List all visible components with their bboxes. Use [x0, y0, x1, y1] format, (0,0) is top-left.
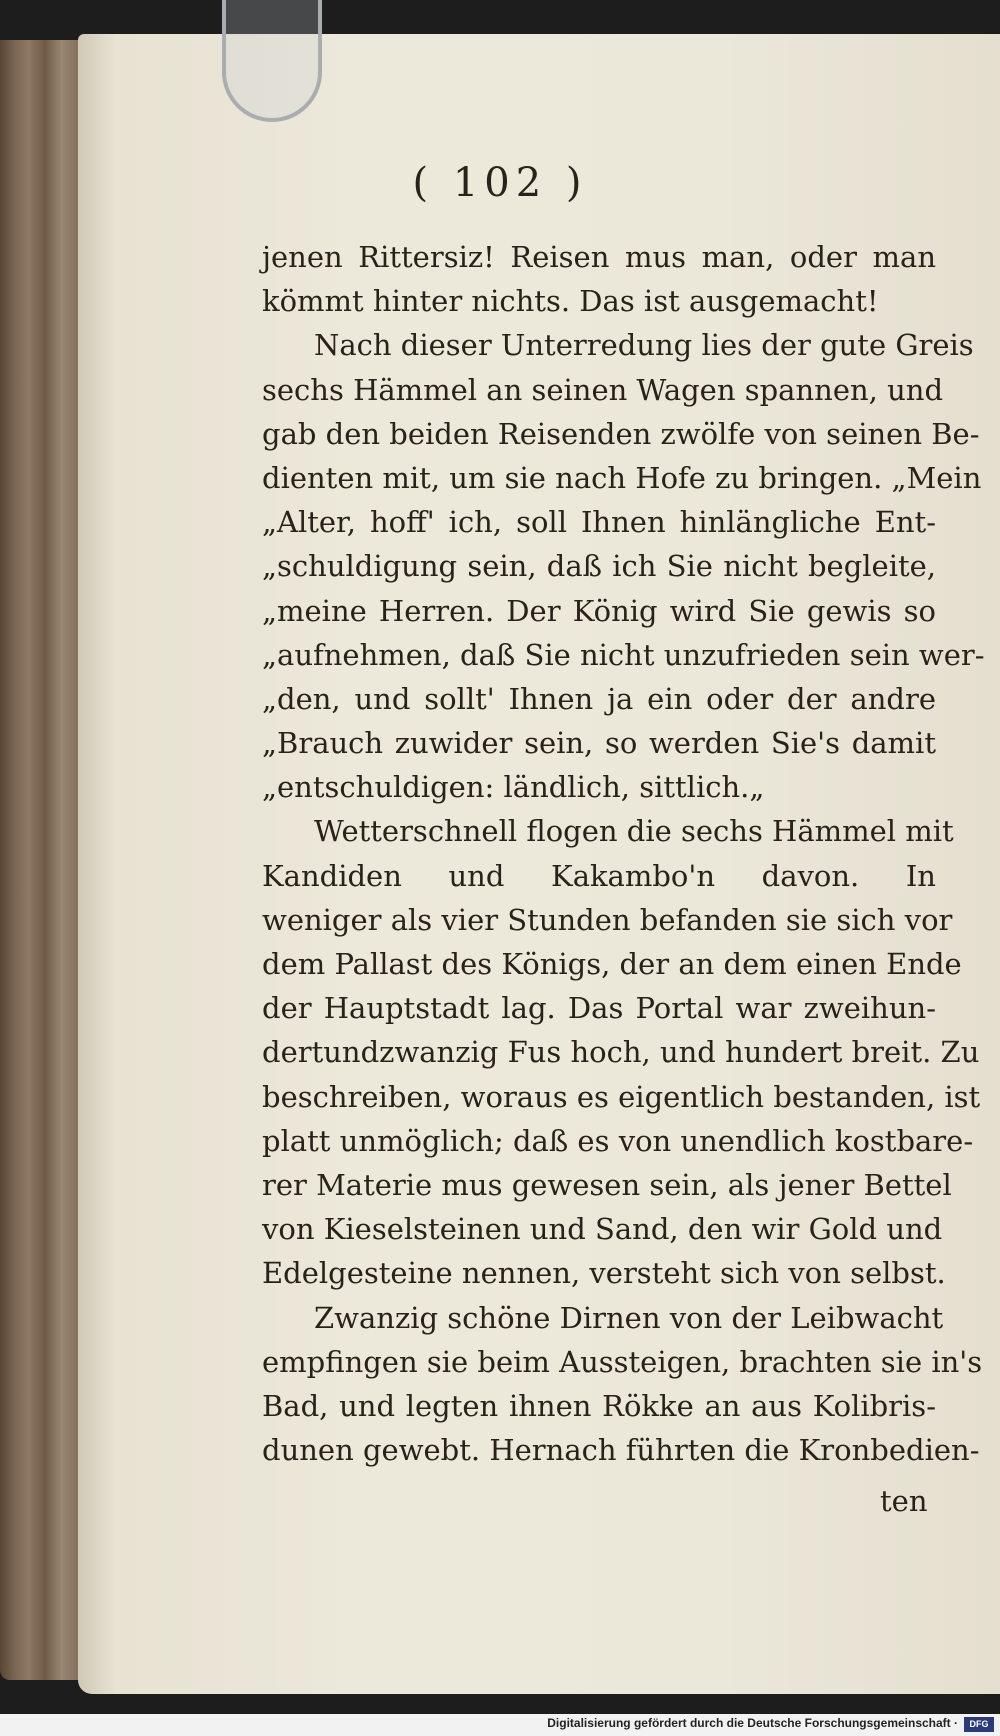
footer-bar [0, 1714, 1000, 1736]
text-line: „meine Herren. Der König wird Sie gewis so [262, 593, 936, 628]
text-line: Nach dieser Unterredung lies der gute Greis [314, 328, 974, 363]
footer-credit: Digitalisierung gefördert durch die Deutsche Forschungsgemeinschaft · [547, 1716, 958, 1730]
text-line: gab den beiden Reisenden zwölfe von seinen Be- [262, 416, 980, 451]
text-line: platt unmöglich; daß es von unendlich kostbare- [262, 1123, 974, 1158]
catchword: ten [880, 1484, 928, 1518]
body-text [262, 235, 985, 1472]
text-line: Zwanzig schöne Dirnen von der Leibwacht [314, 1300, 944, 1335]
text-line: der Hauptstadt lag. Das Portal war zweihun- [262, 991, 936, 1026]
text-line: dunen gewebt. Hernach führten die Kronbedien- [262, 1433, 980, 1468]
text-line: sechs Hämmel an seinen Wagen spannen, und [262, 372, 944, 407]
dfg-logo-icon: DFG [964, 1717, 994, 1732]
text-line: dienten mit, um sie nach Hofe zu bringen. „Mein [262, 460, 982, 495]
text-line: „den, und sollt' Ihnen ja ein oder der andre [262, 681, 936, 716]
text-line: Edelgesteine nennen, versteht sich von selbst. [262, 1256, 946, 1291]
paper-clip-icon [222, 0, 322, 122]
text-line: dem Pallast des Königs, der an dem einen Ende [262, 947, 962, 981]
text-line: „Alter, hoff' ich, soll Ihnen hinlängliche Ent- [262, 505, 936, 540]
page-number: ( 102 ) [412, 160, 588, 206]
text-line: „Brauch zuwider sein, so werden Sie's damit [262, 726, 936, 761]
text-line: Kandiden und Kakambo'n davon. In [262, 858, 936, 893]
text-line: Bad, und legten ihnen Rökke an aus Kolibris- [262, 1388, 936, 1423]
text-line: „schuldigung sein, daß ich Sie nicht begleite, [262, 549, 936, 584]
text-line: rer Materie mus gewesen sein, als jener Bettel [262, 1167, 952, 1202]
text-line: „aufnehmen, daß Sie nicht unzufrieden sein wer- [262, 637, 985, 672]
text-line: Wetterschnell flogen die sechs Hämmel mit [314, 814, 954, 849]
book-spine-edge [0, 40, 82, 1680]
text-line: dertundzwanzig Fus hoch, und hundert breit. Zu [262, 1035, 980, 1070]
text-line: empfingen sie beim Aussteigen, brachten sie in's [262, 1344, 983, 1379]
text-line: von Kieselsteinen und Sand, den wir Gold und [262, 1212, 943, 1247]
text-line: kömmt hinter nichts. Das ist ausgemacht! [262, 284, 879, 319]
text-line: „entschuldigen: ländlich, sittlich.„ [262, 770, 765, 805]
text-line: jenen Rittersiz! Reisen mus man, oder man [262, 240, 936, 274]
text-line: beschreiben, woraus es eigentlich bestanden, ist [262, 1079, 981, 1114]
text-line: weniger als vier Stunden befanden sie sich vor [262, 902, 953, 937]
